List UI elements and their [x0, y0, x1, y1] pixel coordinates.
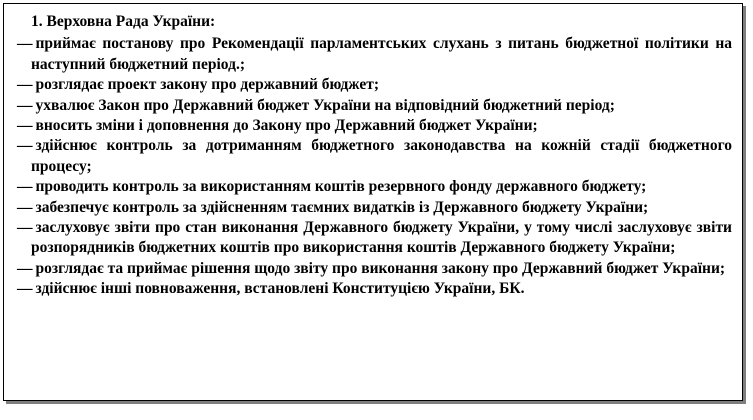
dash-marker: —	[17, 280, 32, 298]
dash-marker: —	[17, 117, 32, 135]
list-item-text: розглядає та приймає рішення щодо звіту про виконання закону про Державний бюджет України;	[35, 259, 726, 277]
list-item-text: забезпечує контроль за здійсненням таємних видатків із Державного бюджету України;	[35, 198, 649, 216]
powers-list	[17, 34, 732, 299]
text-box	[3, 3, 743, 401]
list-item	[17, 218, 732, 259]
dash-marker: —	[17, 259, 32, 277]
list-item	[17, 116, 732, 136]
list-item-text: ухвалює Закон про Державний бюджет України на відповідний бюджетний період;	[35, 96, 615, 114]
dash-marker: —	[17, 198, 32, 216]
dash-marker: —	[17, 137, 32, 155]
dash-marker: —	[17, 35, 32, 53]
list-item-text: розглядає проект закону про державний бюджет;	[35, 76, 379, 94]
list-item-text: вносить зміни і доповнення до Закону про Державний бюджет України;	[35, 117, 538, 135]
list-item-text: заслуховує звіти про стан виконання Державного бюджету України, у тому числі заслуховує звіти розпорядників бюджетних коштів про використання коштів Державного бюджету України;	[31, 219, 732, 257]
list-item	[17, 177, 732, 197]
dash-marker: —	[17, 219, 32, 237]
dash-marker: —	[17, 76, 32, 94]
dash-marker: —	[17, 178, 32, 196]
list-item-text: проводить контроль за використанням коштів резервного фонду державного бюджету;	[35, 178, 647, 196]
list-item	[17, 259, 732, 279]
list-item-text: здійснює інші повноваження, встановлені Конституцією України, БК.	[35, 280, 525, 298]
list-item	[17, 96, 732, 116]
list-item	[17, 136, 732, 177]
list-item-text: здійснює контроль за дотриманням бюджетного законодавства на кожній стадії бюджетного процесу;	[31, 137, 732, 175]
list-item-text: приймає постанову про Рекомендації парламентських слухань з питань бюджетної політики на наступний бюджетний період.;	[31, 35, 732, 73]
list-item	[17, 279, 732, 299]
dash-marker: —	[17, 96, 32, 114]
section-heading: 1. Верховна Рада України:	[31, 13, 216, 30]
list-item	[17, 198, 732, 218]
list-item	[17, 34, 732, 75]
list-item	[17, 75, 732, 95]
